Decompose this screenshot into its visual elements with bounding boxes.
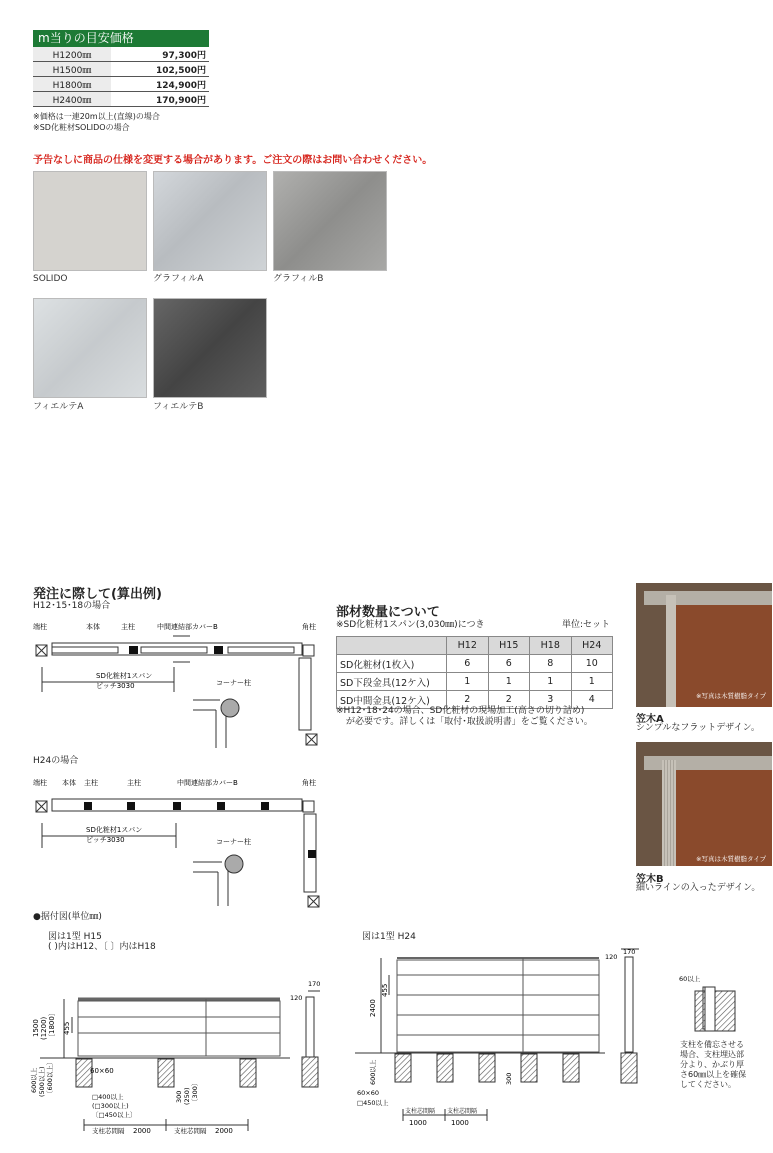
svg-text:□400以上: □400以上 [92, 1093, 124, 1101]
svg-text:主柱: 主柱 [127, 779, 141, 787]
svg-text:1000: 1000 [451, 1119, 469, 1127]
cell: 4 [571, 691, 613, 709]
swatch-fierte-a [33, 298, 147, 398]
photo-note: ※写真は木質樹脂タイプ [696, 692, 767, 700]
table-row [337, 673, 613, 691]
svg-text:60以上: 60以上 [679, 975, 701, 983]
cell: 6 [447, 655, 489, 673]
svg-text:支柱芯間隔: 支柱芯間隔 [405, 1108, 436, 1115]
svg-text:(1200): (1200) [40, 1016, 48, 1040]
column-header: H18 [530, 637, 572, 655]
svg-text:SD化粧材1スパン: SD化粧材1スパン [86, 826, 143, 834]
parts-note: ※H12･18･24の場合、SD化粧材の現場加工(高さの切り詰め) [336, 706, 585, 716]
h24-caption: H24の場合 [33, 756, 79, 766]
table-row [33, 77, 209, 92]
svg-text:600以上: 600以上 [369, 1059, 377, 1085]
price-cell: 102,500円 [111, 62, 209, 77]
column-header [337, 637, 447, 655]
svg-text:2000: 2000 [133, 1127, 151, 1135]
table-row [337, 655, 613, 673]
install-side-note: 支柱を備忘させる場合、支柱埋込部分より、かぶり厚さ60㎜以上を確保してください。 [680, 1040, 747, 1089]
svg-text:120: 120 [605, 953, 618, 961]
swatch-fierte-b [153, 298, 267, 398]
table-header-row [337, 637, 613, 655]
cell: 1 [530, 673, 572, 691]
swatch-label: SOLIDO [33, 274, 68, 284]
price-cell: 97,300円 [111, 47, 209, 62]
price-heading: m当りの目安価格 [33, 30, 209, 47]
cap-a-name: 笠木A [636, 714, 664, 725]
layout-diagram-h12 [30, 612, 330, 752]
svg-text:支柱芯間隔: 支柱芯間隔 [174, 1127, 207, 1135]
svg-text:コーナー柱: コーナー柱 [216, 838, 251, 846]
svg-text:〔600以上〕: 〔600以上〕 [46, 1058, 54, 1097]
svg-text:支柱芯間隔: 支柱芯間隔 [447, 1108, 478, 1115]
column-header: H12 [447, 637, 489, 655]
svg-text:本体: 本体 [86, 623, 100, 631]
layout-diagram-h24 [30, 768, 330, 908]
svg-text:□450以上: □450以上 [357, 1099, 389, 1107]
h12-caption: H12･15･18の場合 [33, 601, 111, 611]
table-row [33, 47, 209, 62]
svg-text:60×60: 60×60 [357, 1089, 379, 1097]
photo-note: ※写真は木質樹脂タイプ [696, 855, 767, 863]
install-left-caption: ( )内はH12、〔 〕内はH18 [48, 942, 156, 952]
parts-table [336, 636, 613, 709]
svg-text:角柱: 角柱 [302, 623, 316, 631]
svg-text:支柱芯間隔: 支柱芯間隔 [92, 1127, 125, 1135]
column-header: H24 [571, 637, 613, 655]
row-label: SD化粧材(1枚入) [337, 655, 447, 673]
row-label: SD下段金具(12ケ入) [337, 673, 447, 691]
swatch-graphil-b [273, 171, 387, 271]
price-cell: 124,900円 [111, 77, 209, 92]
svg-text:(500以上): (500以上) [38, 1066, 46, 1097]
swatch-label: フィエルテA [33, 402, 84, 412]
svg-text:〔1800〕: 〔1800〕 [48, 1009, 56, 1041]
swatch-solido [33, 171, 147, 271]
price-note: ※価格は一連20m以上(直線)の場合 [33, 112, 160, 121]
install-drawing-left [30, 975, 330, 1140]
cell: 8 [530, 655, 572, 673]
parts-unit: 単位:セット [562, 620, 611, 630]
svg-text:主柱: 主柱 [121, 623, 135, 631]
cell: 6 [488, 655, 530, 673]
price-cell: 170,900円 [111, 92, 209, 107]
size-cell: H1500㎜ [33, 62, 111, 77]
svg-text:1500: 1500 [32, 1019, 40, 1037]
photo-cap-b [636, 742, 772, 866]
cell: 1 [488, 673, 530, 691]
swatch-label: グラフィルB [273, 274, 324, 284]
order-title: 発注に際して(算出例) [33, 587, 162, 602]
svg-text:455: 455 [381, 983, 389, 997]
cell: 2 [488, 691, 530, 709]
svg-text:170: 170 [308, 980, 321, 988]
install-title: ●据付図(単位㎜) [33, 912, 102, 922]
svg-text:主柱: 主柱 [84, 779, 98, 787]
svg-text:ピッチ3030: ピッチ3030 [96, 682, 135, 690]
table-row [33, 92, 209, 107]
column-header: H15 [488, 637, 530, 655]
svg-text:60×60: 60×60 [90, 1067, 114, 1075]
svg-text:600以上: 600以上 [30, 1067, 38, 1093]
svg-text:中間連結部カバーB: 中間連結部カバーB [157, 623, 218, 631]
cap-a-desc: シンプルなフラットデザイン。 [636, 723, 760, 733]
parts-subtitle: ※SD化粧材1スパン(3,030㎜)につき [336, 620, 485, 630]
svg-text:300: 300 [505, 1072, 513, 1085]
price-table [33, 47, 209, 107]
svg-text:〔□450以上〕: 〔□450以上〕 [92, 1111, 137, 1119]
cell: 10 [571, 655, 613, 673]
svg-text:ピッチ3030: ピッチ3030 [86, 836, 125, 844]
svg-text:SD化粧材1スパン: SD化粧材1スパン [96, 672, 153, 680]
cap-b-name: 笠木B [636, 874, 664, 885]
row-label: SD中間金具(12ケ入) [337, 691, 447, 709]
svg-text:2400: 2400 [369, 999, 377, 1017]
svg-text:2000: 2000 [215, 1127, 233, 1135]
svg-text:(□300以上): (□300以上) [92, 1102, 129, 1110]
photo-cap-a [636, 583, 772, 707]
svg-text:1000: 1000 [409, 1119, 427, 1127]
cell: 2 [447, 691, 489, 709]
svg-text:300: 300 [175, 1090, 183, 1103]
swatch-label: フィエルテB [153, 402, 204, 412]
size-cell: H1800㎜ [33, 77, 111, 92]
install-right-caption: 図は1型 H24 [362, 932, 416, 942]
svg-text:中間連結部カバーB: 中間連結部カバーB [177, 779, 238, 787]
cell: 3 [530, 691, 572, 709]
swatch-label: グラフィルA [153, 274, 204, 284]
svg-text:本体: 本体 [62, 779, 76, 787]
cell: 1 [571, 673, 613, 691]
svg-text:(250): (250) [183, 1087, 191, 1105]
parts-note: が必要です。詳しくは「取付･取扱説明書」をご覧ください。 [346, 717, 593, 727]
swatch-graphil-a [153, 171, 267, 271]
warning-text: 予告なしに商品の仕様を変更する場合があります。ご注文の際はお問い合わせください。 [33, 155, 433, 166]
size-cell: H2400㎜ [33, 92, 111, 107]
svg-text:端柱: 端柱 [33, 779, 47, 787]
parts-title: 部材数量について [336, 605, 440, 620]
svg-text:120: 120 [290, 994, 303, 1002]
size-cell: H1200㎜ [33, 47, 111, 62]
svg-text:コーナー柱: コーナー柱 [216, 679, 251, 687]
cap-b-desc: 細いラインの入ったデザイン。 [636, 883, 761, 893]
table-row [33, 62, 209, 77]
svg-text:端柱: 端柱 [33, 623, 47, 631]
install-left-caption: 図は1型 H15 [48, 932, 102, 942]
svg-text:角柱: 角柱 [302, 779, 316, 787]
svg-text:170: 170 [623, 948, 636, 956]
svg-text:〔300〕: 〔300〕 [191, 1079, 199, 1105]
svg-text:455: 455 [63, 1021, 71, 1035]
cell: 1 [447, 673, 489, 691]
price-note: ※SD化粧材SOLIDOの場合 [33, 123, 130, 132]
